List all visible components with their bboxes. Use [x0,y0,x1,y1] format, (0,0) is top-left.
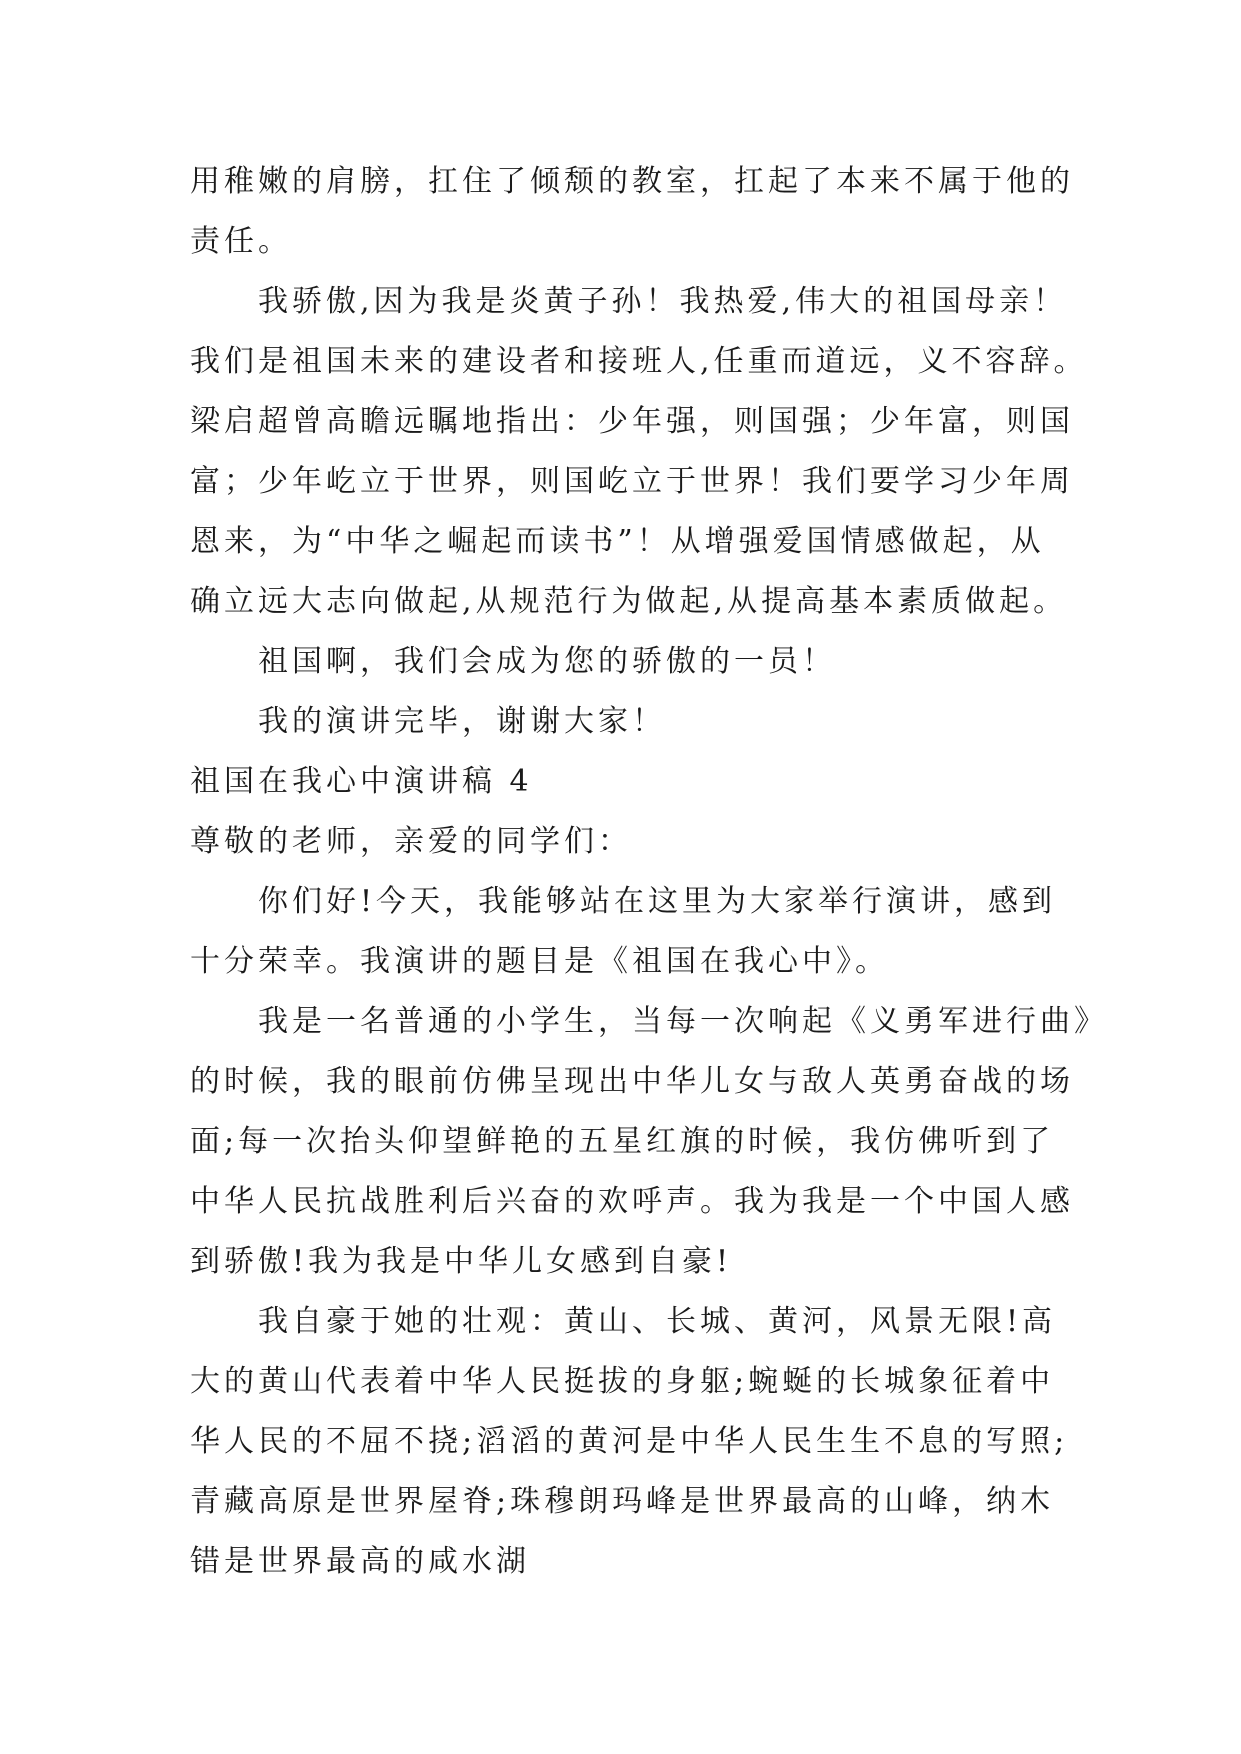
text-line: 责任。 [190,224,292,259]
text-line: 华人民的不屈不挠;滔滔的黄河是中华人民生生不息的写照; [190,1424,1069,1459]
text-line: 恩来，为“中华之崛起而读书”！从增强爱国情感做起，从 [190,524,1045,559]
text-line: 错是世界最高的咸水湖 [190,1544,530,1579]
text-line: 用稚嫩的肩膀，扛住了倾颓的教室，扛起了本来不属于他的 [190,164,1074,199]
text-line: 富；少年屹立于世界，则国屹立于世界！我们要学习少年周 [190,464,1074,499]
document-body [190,152,1108,1592]
text-line: 面;每一次抬头仰望鲜艳的五星红旗的时候，我仿佛听到了 [190,1124,1055,1159]
text-line: 十分荣幸。我演讲的题目是《祖国在我心中》。 [190,944,889,979]
text-line: 中华人民抗战胜利后兴奋的欢呼声。我为我是一个中国人感 [190,1184,1074,1219]
salutation: 尊敬的老师，亲爱的同学们： [190,824,632,859]
text-line: 确立远大志向做起,从规范行为做起,从提高基本素质做起。 [190,584,1068,619]
text-line: 我们是祖国未来的建设者和接班人,任重而道远，义不容辞。 [190,344,1088,379]
text-line: 大的黄山代表着中华人民挺拔的身躯;蜿蜒的长城象征着中 [190,1364,1055,1399]
text-line: 祖国啊，我们会成为您的骄傲的一员！ [258,644,836,679]
text-line: 的时候，我的眼前仿佛呈现出中华儿女与敌人英勇奋战的场 [190,1064,1074,1099]
text-line: 你们好!今天，我能够站在这里为大家举行演讲，感到 [258,884,1057,919]
text-line: 梁启超曾高瞻远瞩地指出：少年强，则国强；少年富，则国 [190,404,1074,439]
text-line: 到骄傲!我为我是中华儿女感到自豪! [190,1244,733,1279]
text-line: 青藏高原是世界屋脊;珠穆朗玛峰是世界最高的山峰，纳木 [190,1484,1055,1519]
text-line: 我是一名普通的小学生，当每一次响起《义勇军进行曲》 [258,1004,1108,1039]
text-line: 我的演讲完毕，谢谢大家！ [258,704,666,739]
section-heading: 祖国在我心中演讲稿 4 [190,764,533,799]
text-line: 我骄傲,因为我是炎黄子孙！我热爱,伟大的祖国母亲！ [258,284,1068,319]
text-line: 我自豪于她的壮观：黄山、长城、黄河，风景无限!高 [258,1304,1057,1339]
